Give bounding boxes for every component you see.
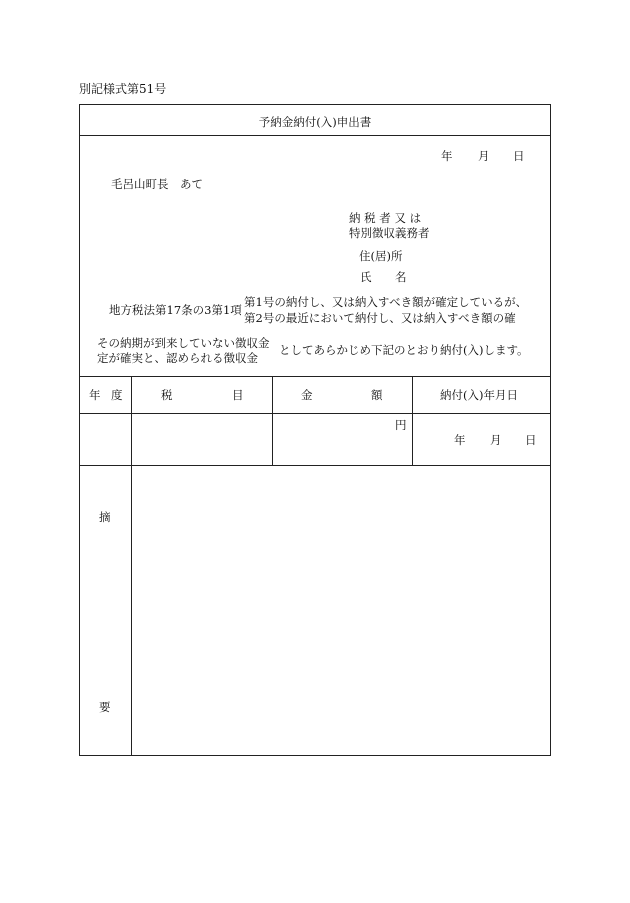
remarks-label-bottom: 要 bbox=[99, 700, 111, 714]
form-title: 予納金納付(入)申出書 bbox=[258, 115, 372, 129]
statement-condition1: その納期が到来していない徴収金 bbox=[97, 336, 270, 350]
statement-condition2: 定が確実と、認められる徴収金 bbox=[97, 351, 258, 365]
header-nendo-b: 度 bbox=[111, 388, 123, 402]
statement-closing: としてあらかじめ下記のとおり納付(入)します。 bbox=[279, 343, 529, 357]
header-zeimoku-b: 目 bbox=[232, 388, 244, 402]
date-day-label: 日 bbox=[513, 149, 525, 163]
row-date-day: 日 bbox=[525, 433, 537, 447]
statement-item2: 第2号の最近において納付し、又は納入すべき額の確 bbox=[244, 311, 516, 325]
taxpayer-name-label-second: 名 bbox=[395, 270, 407, 284]
taxpayer-name-label-first: 氏 bbox=[360, 270, 372, 284]
header-payment-date: 納付(入)年月日 bbox=[440, 388, 518, 402]
remarks-field[interactable] bbox=[132, 466, 550, 755]
table-top-border bbox=[80, 376, 550, 377]
row-date-month: 月 bbox=[490, 433, 502, 447]
taxpayer-address-label: 住(居)所 bbox=[359, 249, 403, 263]
addressee: 毛呂山町長 あて bbox=[111, 177, 203, 191]
table-header-divider bbox=[80, 413, 550, 414]
application-form bbox=[79, 104, 551, 756]
header-zeimoku-a: 税 bbox=[161, 388, 173, 402]
title-divider bbox=[80, 135, 550, 136]
law-clause: 地方税法第17条の3第1項 bbox=[109, 303, 242, 317]
form-number: 別記様式第51号 bbox=[79, 82, 167, 96]
column-divider-2 bbox=[272, 376, 273, 465]
column-divider-3 bbox=[412, 376, 413, 465]
amount-yen-unit: 円 bbox=[395, 418, 407, 432]
date-month-label: 月 bbox=[478, 149, 490, 163]
taxpayer-label-line2: 特別徴収義務者 bbox=[349, 226, 430, 240]
row-date-year: 年 bbox=[454, 433, 466, 447]
statement-item1: 第1号の納付し、又は納入すべき額が確定しているが、 bbox=[244, 295, 528, 309]
taxpayer-label-line1: 納 税 者 又 は bbox=[349, 211, 422, 225]
header-kingaku-a: 金 bbox=[301, 388, 313, 402]
header-kingaku-b: 額 bbox=[371, 388, 383, 402]
date-year-label: 年 bbox=[441, 149, 453, 163]
header-nendo-a: 年 bbox=[89, 388, 101, 402]
remarks-label-top: 摘 bbox=[99, 510, 111, 524]
